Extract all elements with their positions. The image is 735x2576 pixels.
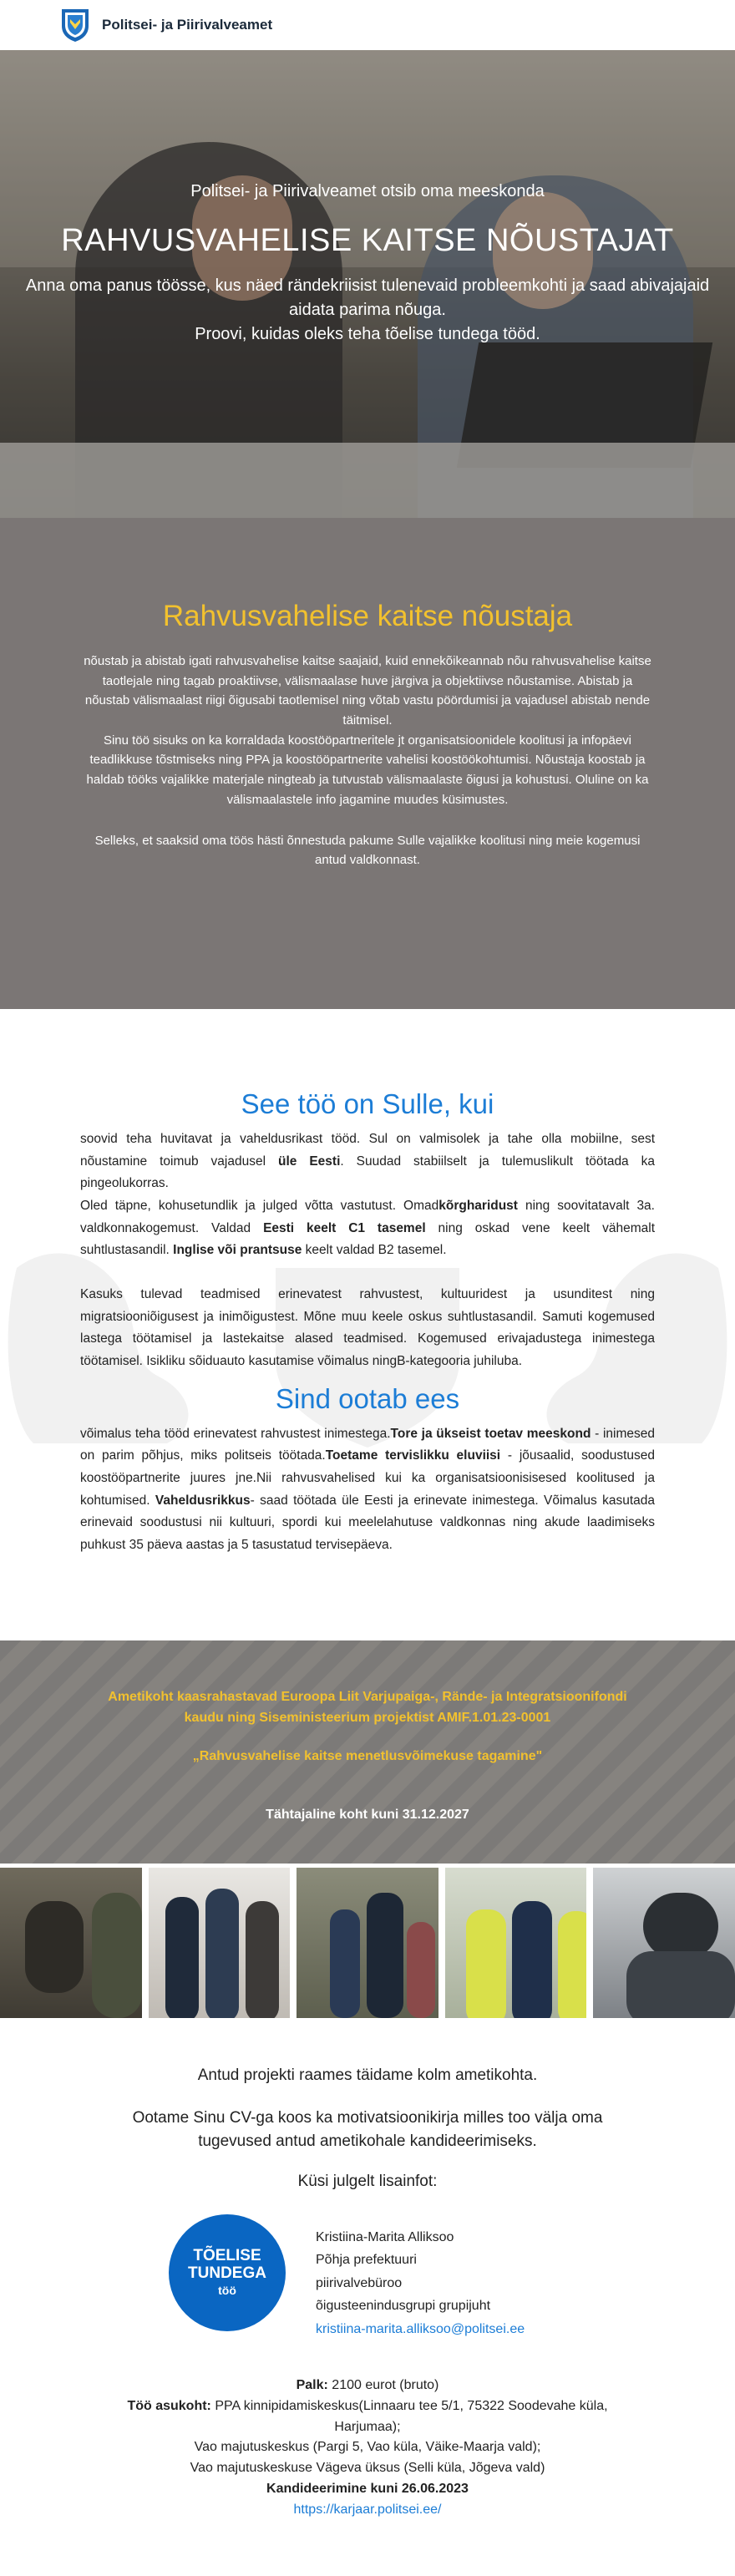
photo-officers-vests <box>445 1868 587 2018</box>
bold-text: Vaheldusrikkus <box>155 1493 251 1508</box>
bold-text: Toetame tervislikku eluviisi <box>325 1448 501 1463</box>
photo-children-with-officer <box>297 1868 438 2018</box>
contract-term: Tähtajaline koht kuni 31.12.2027 <box>266 1807 469 1822</box>
contact-role: õigusteenindusgrupi grupijuht <box>316 2299 491 2314</box>
bold-text: üle Eesti <box>278 1154 341 1169</box>
text: soovid teha huvitavat ja vaheldusrikast tööd. Sul on valmisolek ja tahe olla mobiilne, sest nõustamine toimub vajadusel <box>80 1132 655 1169</box>
ask-info-label: Küsi julgelt lisainfot: <box>297 2172 438 2190</box>
site-header <box>0 0 735 50</box>
deadline-text: Kandideerimine kuni 26.06.2023 <box>266 2482 469 2497</box>
hero-subtitle-line: Anna oma panus töösse, kus näed rändekriisist tulenevaid probleemkohti ja saad abivajajaid aidata parima nõuga. <box>25 276 710 319</box>
contact-email-link[interactable]: kristiina-marita.alliksoo@politsei.ee <box>316 2321 525 2336</box>
contact-person <box>0 2208 735 2341</box>
bold-text: Tore ja ükseist toetav meeskond <box>390 1426 591 1441</box>
contact-section <box>0 2022 735 2541</box>
section-heading: Sind ootab ees <box>275 1382 460 1414</box>
salary-value: 2100 eurot (bruto) <box>327 2378 439 2393</box>
bold-text: Inglise või prantsuse <box>173 1243 302 1258</box>
badge-line: töö <box>218 2284 236 2298</box>
positions-note: Antud projekti raames täidame kolm ametikohta. <box>197 2066 538 2084</box>
hero-banner <box>0 50 735 518</box>
slogan-badge <box>169 2214 286 2331</box>
hero-text <box>0 182 735 347</box>
section-heading: See töö on Sulle, kui <box>241 1088 494 1119</box>
text: ning oskad vene keelt vähemalt suhtlustasandil. <box>80 1220 655 1258</box>
photo-strip <box>0 1864 735 2022</box>
text: . Suudad stabiilselt ja tulemuslikult töötada ka pingeolukorras. <box>80 1154 655 1191</box>
photo-helicopter-pilot <box>593 1868 735 2018</box>
location-label: Töö asukoht: <box>127 2398 211 2413</box>
salary-label: Palk: <box>296 2378 328 2393</box>
application-deadline <box>0 2479 735 2500</box>
contact-details <box>316 2226 533 2341</box>
funding-band <box>0 1640 735 1864</box>
role-description <box>0 518 735 1009</box>
badge-line: TÕELISE <box>193 2246 261 2264</box>
application-note: Ootame Sinu CV-ga koos ka motivatsioonikirja milles too välja oma tugevused antud ametikohale kandideerimiseks. <box>132 2108 603 2150</box>
hero-title: RAHVUSVAHELISE KAITSE NÕUSTAJAT <box>61 223 674 258</box>
police-crest-icon[interactable] <box>60 8 90 43</box>
project-name: „Rahvusvahelise kaitse menetlusvõimekuse tagamine" <box>192 1748 543 1763</box>
location-line: Vao majutuskeskuse Vägeva üksus (Selli küla, Jõgeva vald) <box>190 2461 545 2476</box>
photo-officers-group <box>149 1868 291 2018</box>
logo-text[interactable]: Politsei- ja Piirivalveamet <box>102 17 273 33</box>
requirements-paragraph <box>80 1128 655 1262</box>
bold-text: kõrgharidust <box>438 1198 518 1213</box>
text: ning soovitatavalt 3a. valdkonnakogemust. Valdad <box>80 1198 655 1235</box>
funding-text <box>0 1686 735 1729</box>
careers-link[interactable]: https://karjaar.politsei.ee/ <box>293 2502 442 2517</box>
role-text: nõustab ja abistab igati rahvusvahelise kaitse saajaid, kuid ennekõikeannab nõu rahvusvahelise kaitse taotlejale ning tagab proaktiivse, välismaalase huve järgiva ja objektiivse nõustamise. Abistab ja nõustab välismaalast riigi õigusabi taotlemisel ning võtab vastu pöördumisi ja vajadusel abistab nende täitmisel. <box>84 654 651 728</box>
bold-text: Eesti keelt C1 tasemel <box>263 1220 426 1235</box>
salary-line <box>0 2376 735 2396</box>
text: Oled täpne, kohusetundlik ja julged võtta vastutust. Omad <box>80 1198 439 1213</box>
nice-to-have-paragraph: Kasuks tulevad teadmised erinevatest rahvustest, kultuuridest ja usunditest ning migratsiooniõigusest ja inimõigustest. Mõne muu keele oskus suhtlustasandil. Samuti kogemused lastega töötamisel ja lastekaitse alased teadmised. Kogemused erivajadustega inimestega töötamisel. Isikliku sõiduauto kasutamise võimalus ningB-kategooria juhiluba. <box>80 1286 655 1368</box>
requirements-section <box>0 1009 735 1640</box>
location-line: Vao majutuskeskus (Pargi 5, Vao küla, Väike-Maarja vald); <box>194 2440 541 2455</box>
contact-department: Põhja prefektuuri <box>316 2253 417 2268</box>
funding-line: Ametikoht kaasrahastavad Euroopa Liit Varjupaiga-, Rände- ja Integratsioonifondi <box>108 1690 627 1704</box>
text: keelt valdad B2 tasemel. <box>302 1243 447 1258</box>
hero-subtitle-line: Proovi, kuidas oleks teha tõelise tundega tööd. <box>195 325 540 343</box>
text: - saad töötada üle Eesti ja erinevate inimestega. Võimalus kasutada erinevaid soodustusi nii kultuuri, spordi kui meelelahutuse valdkonnas ning akude laadimiseks puhkust 35 päeva aastas ja 5 tasustatud tervisepäeva. <box>80 1493 655 1552</box>
funding-line: kaudu ning Siseministeerium projektist AMIF.1.01.23-0001 <box>184 1711 551 1726</box>
badge-line: TUNDEGA <box>188 2264 266 2282</box>
contact-name: Kristiina-Marita Alliksoo <box>316 2229 454 2244</box>
role-heading: Rahvusvahelise kaitse nõustaja <box>162 600 573 632</box>
photo-dog-handler <box>0 1868 142 2018</box>
text: - jõusaalid, soodustused koostööpartnerite juures jne.Nii rahvusvahelised kui ka organisatsioonisisesed koolitused ja kohtumised. <box>80 1448 655 1508</box>
hero-subtitle <box>0 274 735 347</box>
job-details <box>0 2376 735 2541</box>
contact-department: piirivalvebüroo <box>316 2275 403 2290</box>
role-paragraph <box>84 652 651 810</box>
hero-kicker: Politsei- ja Piirivalveamet otsib oma meeskonda <box>190 182 545 200</box>
location-value: PPA kinnipidamiskeskus(Linnaaru tee 5/1, 75322 Soodevahe küla, Harjumaa); <box>210 2398 608 2434</box>
role-text: Sinu töö sisuks on ka korraldada koostööpartneritele jt organisatsioonidele koolitusi ja infopäevi teadlikkuse tõstmiseks ning PPA ja koostööpartnerite vahelisi koostöökohtumisi. Nõustaja koostab ja haldab tööks vajalikke materjale ningteab ja tutvustab välismaalaste õigusi ja kohustusi. Oluline on ka välismaalastele info jagamine muudes küsimustes. <box>86 733 649 807</box>
text: võimalus teha tööd erinevatest rahvustest inimestega. <box>80 1426 391 1441</box>
text: - inimesed on parim põhjus, miks politseis töötada. <box>80 1426 655 1463</box>
location-line <box>0 2396 735 2438</box>
benefits-paragraph <box>80 1423 655 1557</box>
role-training-paragraph: Selleks, et saaksid oma töös hästi õnnestuda pakume Sulle vajalikke koolitusi ning meie kogemusi antud valdkonnast. <box>94 833 641 868</box>
